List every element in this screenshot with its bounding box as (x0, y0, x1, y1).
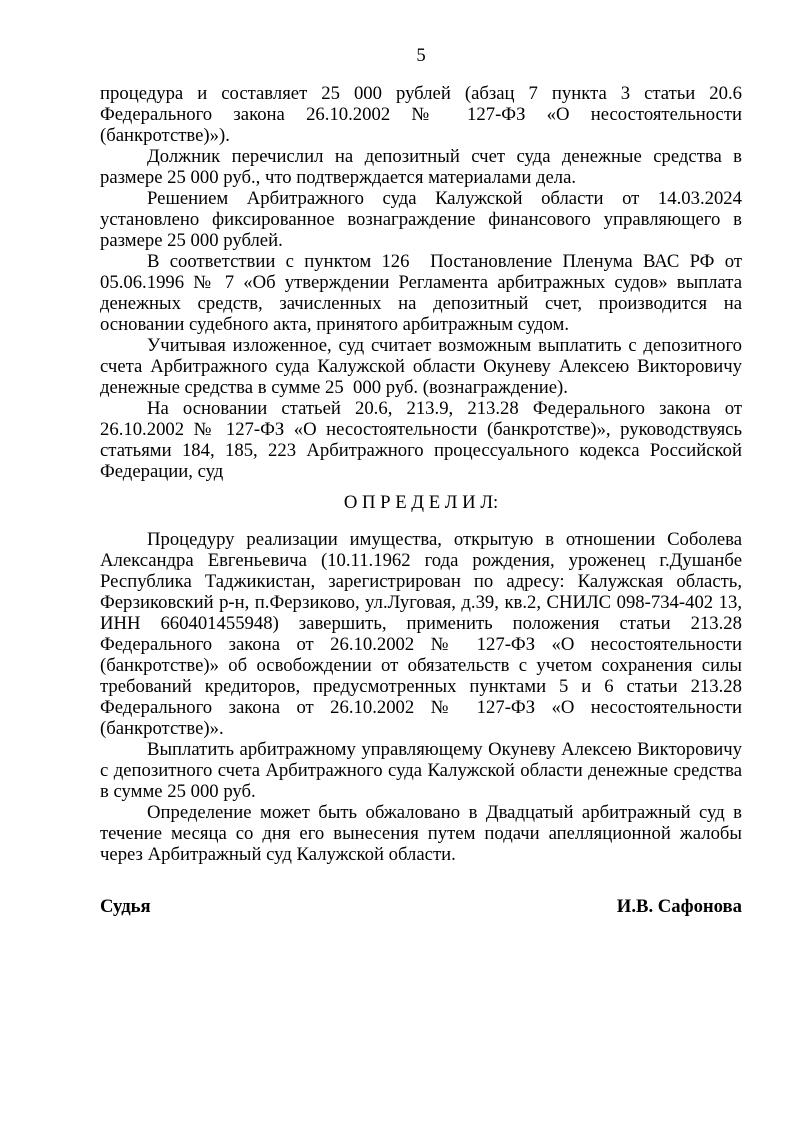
paragraph: Выплатить арбитражному управляющему Окуневу Алексею Викторовичу с депозитного счета Арбитражного суда Калужской области денежные средства в сумме 25 000 руб. (100, 739, 747, 802)
paragraph: На основании статьей 20.6, 213.9, 213.28 Федерального закона от 26.10.2002 № 127-ФЗ «О несостоятельности (банкротстве)», руководствуясь статьями 184, 185, 223 Арбитражного процессуального кодекса Российской Федерации, суд (100, 398, 747, 482)
signature-block (100, 896, 742, 917)
resolution-section (100, 529, 747, 865)
paragraph: Должник перечислил на депозитный счет суда денежные средства в размере 25 000 руб., что подтверждается материалами дела. (100, 146, 747, 188)
document-body (100, 83, 747, 917)
signature-role: Судья (100, 896, 151, 917)
signature-name: И.В. Сафонова (616, 896, 742, 917)
page-number: 5 (416, 45, 426, 66)
paragraph: процедура и составляет 25 000 рублей (абзац 7 пункта 3 статьи 20.6 Федерального закона 26.10.2002 № 127-ФЗ «О несостоятельности (банкротстве)»). (100, 83, 747, 146)
paragraph: Определение может быть обжаловано в Двадцатый арбитражный суд в течение месяца со дня его вынесения путем подачи апелляционной жалобы через Арбитражный суд Калужской области. (100, 802, 747, 865)
paragraph: Учитывая изложенное, суд считает возможным выплатить с депозитного счета Арбитражного суда Калужской области Окуневу Алексею Викторовичу денежные средства в сумме 25 000 руб. (вознаграждение). (100, 335, 747, 398)
determination-heading: О П Р Е Д Е Л И Л: (343, 492, 499, 513)
paragraph: В соответствии с пунктом 126 Постановление Пленума ВАС РФ от 05.06.1996 № 7 «Об утверждении Регламента арбитражных судов» выплата денежных средств, зачисленных на депозитный счет, производится на основании судебного акта, принятого арбитражным судом. (100, 251, 747, 335)
reasoning-section (100, 83, 747, 482)
paragraph: Решением Арбитражного суда Калужской области от 14.03.2024 установлено фиксированное вознаграждение финансового управляющего в размере 25 000 рублей. (100, 188, 747, 251)
paragraph: Процедуру реализации имущества, открытую в отношении Соболева Александра Евгеньевича (10.11.1962 года рождения, уроженец г.Душанбе Республика Таджикистан, зарегистрирован по адресу: Калужская область, Ферзиковский р-н, п.Ферзиково, ул.Луговая, д.39, кв.2, СНИЛС 098-734-402 13, ИНН 660401455948) завершить, применить положения статьи 213.28 Федерального закона от 26.10.2002 № 127-ФЗ «О несостоятельности (банкротстве)» об освобождении от обязательств с учетом сохранения силы требований кредиторов, предусмотренных пунктами 5 и 6 статьи 213.28 Федерального закона от 26.10.2002 № 127-ФЗ «О несостоятельности (банкротстве)». (100, 529, 747, 739)
